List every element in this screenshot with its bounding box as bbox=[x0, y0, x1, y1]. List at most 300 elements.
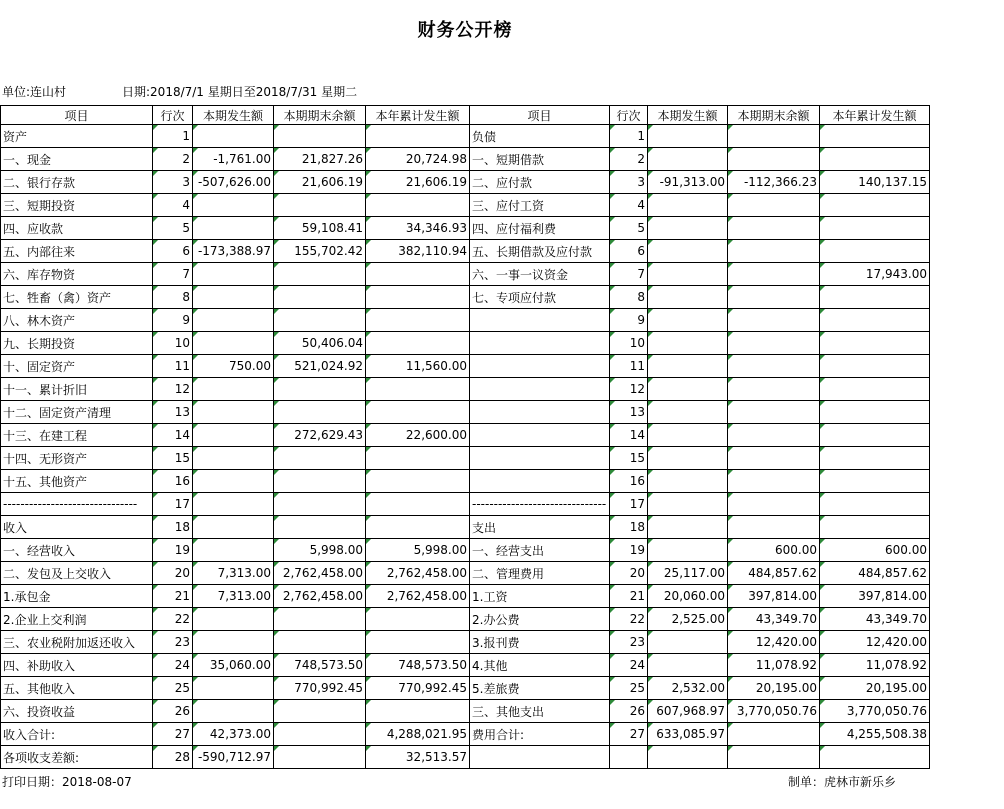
row-item: 一、经营支出 bbox=[470, 539, 610, 562]
row-line: 23 bbox=[610, 631, 648, 654]
row-line: 16 bbox=[153, 470, 193, 493]
table-row bbox=[1, 240, 930, 263]
row-ending bbox=[728, 447, 820, 470]
header-item: 项目 bbox=[1, 106, 153, 125]
table-row bbox=[1, 677, 930, 700]
row-current: -91,313.00 bbox=[648, 171, 728, 194]
row-ending: 12,420.00 bbox=[728, 631, 820, 654]
header-line: 行次 bbox=[153, 106, 193, 125]
row-line: 7 bbox=[153, 263, 193, 286]
row-ending bbox=[274, 470, 366, 493]
row-line: 19 bbox=[153, 539, 193, 562]
row-ending bbox=[728, 194, 820, 217]
row-item: 支出 bbox=[470, 516, 610, 539]
row-ytd: 4,288,021.95 bbox=[366, 723, 470, 746]
table-row bbox=[1, 401, 930, 424]
row-current: 35,060.00 bbox=[193, 654, 274, 677]
row-ytd bbox=[820, 516, 930, 539]
row-item: 四、应付福利费 bbox=[470, 217, 610, 240]
row-ytd: 34,346.93 bbox=[366, 217, 470, 240]
row-ending: 11,078.92 bbox=[728, 654, 820, 677]
row-ytd bbox=[820, 746, 930, 769]
row-line: 19 bbox=[610, 539, 648, 562]
header-item: 项目 bbox=[470, 106, 610, 125]
row-line: 10 bbox=[153, 332, 193, 355]
row-ytd bbox=[820, 470, 930, 493]
row-current bbox=[193, 424, 274, 447]
row-current: 750.00 bbox=[193, 355, 274, 378]
row-item: 3.报刊费 bbox=[470, 631, 610, 654]
row-ytd bbox=[366, 608, 470, 631]
row-ending bbox=[728, 470, 820, 493]
row-item: 十五、其他资产 bbox=[1, 470, 153, 493]
row-ending bbox=[274, 194, 366, 217]
row-ytd bbox=[366, 125, 470, 148]
row-item bbox=[470, 424, 610, 447]
row-current: 20,060.00 bbox=[648, 585, 728, 608]
row-item: 五、内部往来 bbox=[1, 240, 153, 263]
row-ytd bbox=[366, 194, 470, 217]
row-ending bbox=[728, 424, 820, 447]
row-ending bbox=[274, 746, 366, 769]
row-current bbox=[648, 332, 728, 355]
table-row bbox=[1, 746, 930, 769]
row-ytd: 17,943.00 bbox=[820, 263, 930, 286]
table-row bbox=[1, 263, 930, 286]
row-current: 7,313.00 bbox=[193, 585, 274, 608]
row-ending bbox=[728, 401, 820, 424]
row-ytd bbox=[820, 125, 930, 148]
row-ytd: 20,195.00 bbox=[820, 677, 930, 700]
print-date: 打印日期：2018-08-07 bbox=[2, 775, 132, 789]
row-line: 6 bbox=[153, 240, 193, 263]
row-current bbox=[648, 447, 728, 470]
row-current bbox=[648, 263, 728, 286]
row-line: 2 bbox=[153, 148, 193, 171]
row-item: 各项收支差额: bbox=[1, 746, 153, 769]
table-row bbox=[1, 194, 930, 217]
row-ytd bbox=[820, 286, 930, 309]
row-ytd bbox=[820, 424, 930, 447]
row-item: 收入 bbox=[1, 516, 153, 539]
row-ytd bbox=[366, 401, 470, 424]
row-item: 1.工资 bbox=[470, 585, 610, 608]
table-row bbox=[1, 332, 930, 355]
row-ending: 748,573.50 bbox=[274, 654, 366, 677]
table-row bbox=[1, 125, 930, 148]
row-ending bbox=[274, 401, 366, 424]
row-item: 十一、累计折旧 bbox=[1, 378, 153, 401]
row-current bbox=[648, 424, 728, 447]
row-ytd: 140,137.15 bbox=[820, 171, 930, 194]
period-label: 日期:2018/7/1 星期日至2018/7/31 星期二 bbox=[122, 85, 358, 99]
row-item: 九、长期投资 bbox=[1, 332, 153, 355]
row-line: 21 bbox=[153, 585, 193, 608]
row-current bbox=[648, 654, 728, 677]
row-line: 5 bbox=[610, 217, 648, 240]
row-current: -1,761.00 bbox=[193, 148, 274, 171]
row-item: 一、经营收入 bbox=[1, 539, 153, 562]
row-item: 十四、无形资产 bbox=[1, 447, 153, 470]
row-current: 607,968.97 bbox=[648, 700, 728, 723]
row-item: 资产 bbox=[1, 125, 153, 148]
row-ytd bbox=[820, 194, 930, 217]
table-row bbox=[1, 424, 930, 447]
row-line: 17 bbox=[610, 493, 648, 516]
row-ending bbox=[274, 723, 366, 746]
row-current bbox=[193, 309, 274, 332]
row-line: 2 bbox=[610, 148, 648, 171]
table-row bbox=[1, 447, 930, 470]
row-line: 10 bbox=[610, 332, 648, 355]
row-item: 一、短期借款 bbox=[470, 148, 610, 171]
unit-label: 单位:连山村 bbox=[2, 85, 67, 99]
row-line: 26 bbox=[610, 700, 648, 723]
row-current bbox=[648, 746, 728, 769]
row-ytd: 2,762,458.00 bbox=[366, 585, 470, 608]
row-current bbox=[193, 539, 274, 562]
row-ytd: 382,110.94 bbox=[366, 240, 470, 263]
row-item: 六、一事一议资金 bbox=[470, 263, 610, 286]
table-row bbox=[1, 585, 930, 608]
row-current bbox=[193, 447, 274, 470]
row-item bbox=[470, 401, 610, 424]
row-line: 27 bbox=[153, 723, 193, 746]
header-row bbox=[1, 106, 930, 125]
row-item: 八、林木资产 bbox=[1, 309, 153, 332]
row-current: 2,525.00 bbox=[648, 608, 728, 631]
table-row bbox=[1, 309, 930, 332]
row-line: 6 bbox=[610, 240, 648, 263]
row-current bbox=[193, 125, 274, 148]
row-item: 二、银行存款 bbox=[1, 171, 153, 194]
row-current: -173,388.97 bbox=[193, 240, 274, 263]
row-line: 14 bbox=[610, 424, 648, 447]
row-ytd bbox=[820, 493, 930, 516]
row-ending bbox=[728, 355, 820, 378]
row-item: 费用合计: bbox=[470, 723, 610, 746]
row-item: 收入合计: bbox=[1, 723, 153, 746]
row-ytd bbox=[366, 332, 470, 355]
row-ending bbox=[728, 723, 820, 746]
row-line: 3 bbox=[610, 171, 648, 194]
row-ending bbox=[274, 286, 366, 309]
row-current bbox=[193, 332, 274, 355]
row-ending bbox=[728, 125, 820, 148]
row-ytd bbox=[820, 378, 930, 401]
table-row bbox=[1, 562, 930, 585]
row-item bbox=[470, 355, 610, 378]
row-line: 11 bbox=[610, 355, 648, 378]
row-line: 14 bbox=[153, 424, 193, 447]
row-item: 4.其他 bbox=[470, 654, 610, 677]
row-ytd: 43,349.70 bbox=[820, 608, 930, 631]
row-item: 2.办公费 bbox=[470, 608, 610, 631]
table-row bbox=[1, 631, 930, 654]
row-ytd: 11,560.00 bbox=[366, 355, 470, 378]
row-current bbox=[648, 309, 728, 332]
row-current bbox=[648, 493, 728, 516]
row-line: 26 bbox=[153, 700, 193, 723]
row-current bbox=[193, 286, 274, 309]
row-ending bbox=[274, 378, 366, 401]
row-current bbox=[193, 470, 274, 493]
row-ytd: 12,420.00 bbox=[820, 631, 930, 654]
row-item: 六、投资收益 bbox=[1, 700, 153, 723]
row-line: 15 bbox=[153, 447, 193, 470]
row-ending bbox=[728, 378, 820, 401]
row-ending bbox=[274, 608, 366, 631]
row-item: 七、专项应付款 bbox=[470, 286, 610, 309]
row-line: 18 bbox=[610, 516, 648, 539]
row-item: 五、长期借款及应付款 bbox=[470, 240, 610, 263]
row-item: 2.企业上交利润 bbox=[1, 608, 153, 631]
row-ending bbox=[728, 286, 820, 309]
row-current bbox=[193, 217, 274, 240]
row-line: 4 bbox=[153, 194, 193, 217]
row-ending: 272,629.43 bbox=[274, 424, 366, 447]
row-current bbox=[648, 125, 728, 148]
table-row bbox=[1, 171, 930, 194]
row-item bbox=[470, 309, 610, 332]
row-current: 7,313.00 bbox=[193, 562, 274, 585]
row-ytd: 748,573.50 bbox=[366, 654, 470, 677]
row-ending bbox=[728, 240, 820, 263]
header-ending: 本期期末余额 bbox=[274, 106, 366, 125]
row-item: 三、农业税附加返还收入 bbox=[1, 631, 153, 654]
row-ytd: 5,998.00 bbox=[366, 539, 470, 562]
row-item: 二、管理费用 bbox=[470, 562, 610, 585]
row-item: 十三、在建工程 bbox=[1, 424, 153, 447]
row-current bbox=[648, 378, 728, 401]
row-ytd: 2,762,458.00 bbox=[366, 562, 470, 585]
row-ending: 521,024.92 bbox=[274, 355, 366, 378]
row-line: 20 bbox=[153, 562, 193, 585]
row-ytd bbox=[820, 401, 930, 424]
table-row bbox=[1, 539, 930, 562]
row-item: 七、牲畜（禽）资产 bbox=[1, 286, 153, 309]
row-item: ------------------------------- bbox=[470, 493, 610, 516]
row-ending: -112,366.23 bbox=[728, 171, 820, 194]
header-current: 本期发生额 bbox=[193, 106, 274, 125]
row-ending: 21,827.26 bbox=[274, 148, 366, 171]
row-item: 五、其他收入 bbox=[1, 677, 153, 700]
row-current: 42,373.00 bbox=[193, 723, 274, 746]
row-line: 27 bbox=[610, 723, 648, 746]
row-ytd bbox=[366, 631, 470, 654]
header-ytd: 本年累计发生额 bbox=[820, 106, 930, 125]
row-current bbox=[648, 240, 728, 263]
row-current: 25,117.00 bbox=[648, 562, 728, 585]
row-ending: 3,770,050.76 bbox=[728, 700, 820, 723]
row-current bbox=[648, 631, 728, 654]
row-ytd: 22,600.00 bbox=[366, 424, 470, 447]
row-line: 22 bbox=[610, 608, 648, 631]
row-line: 22 bbox=[153, 608, 193, 631]
row-item: ------------------------------- bbox=[1, 493, 153, 516]
row-ytd bbox=[366, 470, 470, 493]
row-ytd bbox=[820, 217, 930, 240]
row-line: 11 bbox=[153, 355, 193, 378]
row-ytd bbox=[820, 447, 930, 470]
row-ytd bbox=[366, 700, 470, 723]
row-current bbox=[193, 263, 274, 286]
row-line: 4 bbox=[610, 194, 648, 217]
row-line: 12 bbox=[610, 378, 648, 401]
row-item bbox=[470, 447, 610, 470]
row-ending bbox=[728, 263, 820, 286]
row-ytd: 4,255,508.38 bbox=[820, 723, 930, 746]
table-row bbox=[1, 148, 930, 171]
row-line bbox=[610, 746, 648, 769]
row-ytd: 770,992.45 bbox=[366, 677, 470, 700]
row-line: 28 bbox=[153, 746, 193, 769]
row-line: 24 bbox=[153, 654, 193, 677]
table-row bbox=[1, 217, 930, 240]
table-row bbox=[1, 493, 930, 516]
row-ending: 43,349.70 bbox=[728, 608, 820, 631]
table-row bbox=[1, 470, 930, 493]
row-current bbox=[193, 631, 274, 654]
row-item: 四、应收款 bbox=[1, 217, 153, 240]
row-ytd bbox=[366, 309, 470, 332]
page-title: 财务公开榜 bbox=[417, 20, 513, 41]
row-ending bbox=[274, 447, 366, 470]
row-line: 12 bbox=[153, 378, 193, 401]
row-ending bbox=[728, 746, 820, 769]
row-ytd: 32,513.57 bbox=[366, 746, 470, 769]
row-ytd bbox=[820, 148, 930, 171]
row-ytd bbox=[366, 516, 470, 539]
row-current bbox=[193, 700, 274, 723]
header-current: 本期发生额 bbox=[648, 106, 728, 125]
row-ending: 397,814.00 bbox=[728, 585, 820, 608]
row-current bbox=[193, 378, 274, 401]
row-current bbox=[648, 148, 728, 171]
table-row bbox=[1, 654, 930, 677]
table-row bbox=[1, 700, 930, 723]
finance-table bbox=[0, 105, 930, 769]
row-ending bbox=[274, 516, 366, 539]
row-current bbox=[193, 516, 274, 539]
row-item bbox=[470, 332, 610, 355]
row-current bbox=[193, 493, 274, 516]
row-ytd: 21,606.19 bbox=[366, 171, 470, 194]
row-current bbox=[193, 608, 274, 631]
row-item bbox=[470, 746, 610, 769]
row-item: 1.承包金 bbox=[1, 585, 153, 608]
row-ending bbox=[728, 332, 820, 355]
table-row bbox=[1, 355, 930, 378]
row-ytd bbox=[366, 493, 470, 516]
row-ytd: 484,857.62 bbox=[820, 562, 930, 585]
table-row bbox=[1, 516, 930, 539]
row-line: 18 bbox=[153, 516, 193, 539]
row-line: 7 bbox=[610, 263, 648, 286]
row-item: 三、其他支出 bbox=[470, 700, 610, 723]
row-line: 9 bbox=[153, 309, 193, 332]
row-ending: 2,762,458.00 bbox=[274, 585, 366, 608]
table-row bbox=[1, 723, 930, 746]
row-ytd: 20,724.98 bbox=[366, 148, 470, 171]
row-ending bbox=[728, 148, 820, 171]
row-current: -590,712.97 bbox=[193, 746, 274, 769]
row-item: 二、应付款 bbox=[470, 171, 610, 194]
row-ending: 770,992.45 bbox=[274, 677, 366, 700]
row-ending: 155,702.42 bbox=[274, 240, 366, 263]
row-item: 二、发包及上交收入 bbox=[1, 562, 153, 585]
row-line: 8 bbox=[153, 286, 193, 309]
table-row bbox=[1, 286, 930, 309]
table-row bbox=[1, 608, 930, 631]
row-line: 3 bbox=[153, 171, 193, 194]
row-ending bbox=[728, 516, 820, 539]
row-ytd bbox=[820, 309, 930, 332]
row-line: 15 bbox=[610, 447, 648, 470]
row-ytd: 3,770,050.76 bbox=[820, 700, 930, 723]
row-ending bbox=[274, 125, 366, 148]
row-item bbox=[470, 470, 610, 493]
row-line: 16 bbox=[610, 470, 648, 493]
row-ytd bbox=[820, 332, 930, 355]
row-line: 25 bbox=[153, 677, 193, 700]
header-ytd: 本年累计发生额 bbox=[366, 106, 470, 125]
header-line: 行次 bbox=[610, 106, 648, 125]
row-current bbox=[193, 401, 274, 424]
row-ending bbox=[728, 309, 820, 332]
row-current bbox=[648, 470, 728, 493]
row-line: 17 bbox=[153, 493, 193, 516]
row-line: 25 bbox=[610, 677, 648, 700]
row-item: 三、应付工资 bbox=[470, 194, 610, 217]
row-line: 23 bbox=[153, 631, 193, 654]
row-ytd bbox=[366, 286, 470, 309]
row-ending: 20,195.00 bbox=[728, 677, 820, 700]
row-current: 633,085.97 bbox=[648, 723, 728, 746]
row-item: 十、固定资产 bbox=[1, 355, 153, 378]
row-ending bbox=[274, 493, 366, 516]
row-line: 9 bbox=[610, 309, 648, 332]
row-line: 13 bbox=[610, 401, 648, 424]
row-line: 21 bbox=[610, 585, 648, 608]
row-current bbox=[193, 677, 274, 700]
row-current bbox=[648, 286, 728, 309]
row-current bbox=[648, 401, 728, 424]
row-ytd bbox=[366, 263, 470, 286]
row-ytd bbox=[820, 355, 930, 378]
row-current: 2,532.00 bbox=[648, 677, 728, 700]
row-ytd bbox=[366, 447, 470, 470]
row-current bbox=[648, 516, 728, 539]
row-current bbox=[193, 194, 274, 217]
row-ending: 50,406.04 bbox=[274, 332, 366, 355]
row-current bbox=[648, 355, 728, 378]
row-ytd: 397,814.00 bbox=[820, 585, 930, 608]
row-current bbox=[648, 217, 728, 240]
row-item: 一、现金 bbox=[1, 148, 153, 171]
row-current bbox=[648, 194, 728, 217]
row-ending bbox=[274, 700, 366, 723]
row-ending: 5,998.00 bbox=[274, 539, 366, 562]
row-item: 四、补助收入 bbox=[1, 654, 153, 677]
row-line: 20 bbox=[610, 562, 648, 585]
row-item: 三、短期投资 bbox=[1, 194, 153, 217]
row-item: 十二、固定资产清理 bbox=[1, 401, 153, 424]
row-item: 负债 bbox=[470, 125, 610, 148]
row-ending: 484,857.62 bbox=[728, 562, 820, 585]
row-current bbox=[648, 539, 728, 562]
row-line: 24 bbox=[610, 654, 648, 677]
